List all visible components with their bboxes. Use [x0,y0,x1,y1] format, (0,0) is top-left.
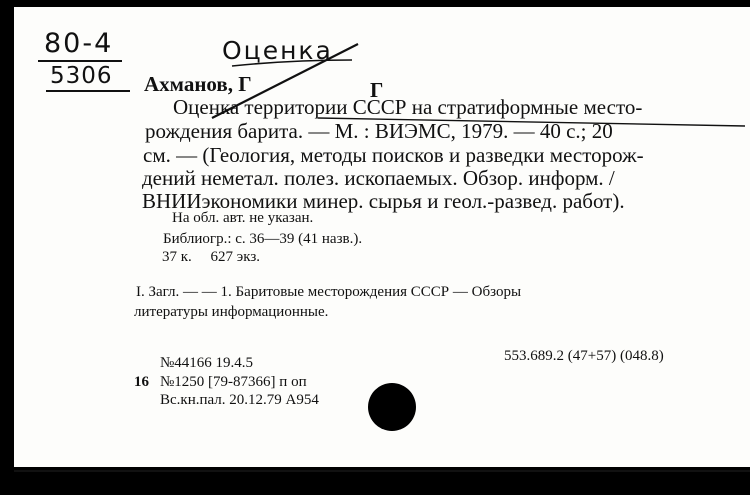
note-cover: На обл. авт. не указан. [172,210,314,226]
description-line-5: ВНИИэкономики минер. сырья и геол.-развед. работ). [142,189,625,213]
description-line-1: Оценка территории СССР на стратиформные место- [173,95,643,119]
author-heading: Ахманов, Г [144,72,252,96]
udc-index: 553.689.2 (47+57) (048.8) [504,348,664,364]
note-bibliography: Библиогр.: с. 36—39 (41 назв.). [163,231,363,247]
description-line-2: рождения барита. — М. : ВИЭМС, 1979. — 40 с.; 20 [145,119,613,143]
footer-line-2: №1250 [79-87366] п оп [160,374,307,390]
footer-line-1: №44166 19.4.5 [160,355,254,371]
footer-prefix: 16 [134,374,149,390]
handwritten-shelf-number: 5306 [50,63,113,89]
card-punch-hole [368,383,416,431]
tracing-line-1: I. Загл. — — 1. Баритовые месторождения СССР — Обзоры [136,284,522,300]
tracing-line-2: литературы информационные. [134,304,329,320]
description-line-3: см. — (Геология, методы поисков и разведки месторож- [143,143,644,167]
handwritten-title-underline [232,60,352,66]
author-mark: Г [370,78,384,102]
handwritten-title-note: Оценка [222,36,333,65]
footer-line-3: Вс.кн.пал. 20.12.79 А954 [160,392,319,408]
description-line-4: дений неметал. полез. ископаемых. Обзор. информ. / [142,166,615,190]
note-print-run: 37 к. 627 экз. [162,249,260,265]
handwritten-call-number: 80-4 [44,28,114,59]
